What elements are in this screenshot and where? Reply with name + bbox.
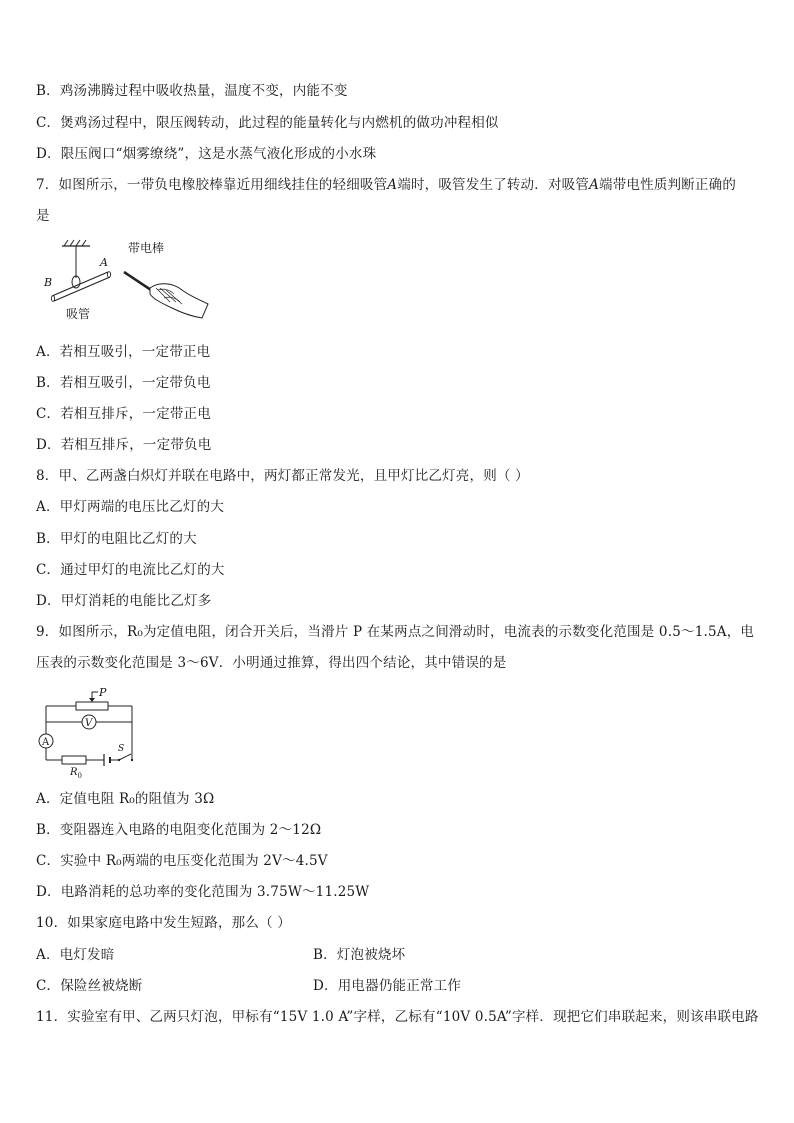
- q8-option-a: A．甲灯两端的电压比乙灯的大: [36, 499, 225, 515]
- q6-option-b: B．鸡汤沸腾过程中吸收热量，温度不变，内能不变: [36, 83, 348, 99]
- q7-stem-text1: 7．如图所示，一带负电橡胶棒靠近用细线挂住的轻细吸管: [36, 177, 388, 193]
- q10-option-c: C．保险丝被烧断: [36, 978, 143, 994]
- q7-stem-line2: 是: [36, 208, 50, 224]
- q7-option-d: D．若相互排斥，一定带负电: [36, 437, 212, 453]
- q8-option-b: B．甲灯的电阻比乙灯的大: [36, 531, 197, 547]
- label-charged-rod: 带电棒: [128, 241, 165, 255]
- straw: [51, 272, 110, 302]
- q8-option-d: D．甲灯消耗的电能比乙灯多: [36, 593, 212, 609]
- label-v: V: [85, 718, 93, 729]
- q7-option-c: C．若相互排斥，一定带正电: [36, 406, 211, 422]
- q10-option-b: B．灯泡被烧坏: [313, 947, 406, 963]
- label-straw: 吸管: [66, 307, 91, 321]
- q11-stem: 11．实验室有甲、乙两只灯泡，甲标有“15V 1.0 A”字样，乙标有“10V 0.5A”字样．现把它们串联起来，则该串联电路: [36, 1009, 759, 1025]
- q9-circuit-diagram: [36, 684, 142, 780]
- q10-row1: [36, 946, 406, 964]
- q6-option-d: D．限压阀口“烟雾缭绕”，这是水蒸气液化形成的小水珠: [36, 146, 377, 162]
- q9-option-b: B．变阻器连入电路的电阻变化范围为 2～12Ω: [36, 822, 322, 838]
- q8-stem: 8．甲、乙两盏白炽灯并联在电路中，两灯都正常发光，且甲灯比乙灯亮，则（ ）: [36, 468, 529, 484]
- q7-stem-a1: A: [387, 177, 398, 193]
- q7-figure-straw-rod: [40, 238, 210, 326]
- q10-option-d: D．用电器仍能正常工作: [313, 978, 462, 994]
- q9-option-c: C．实验中 R₀两端的电压变化范围为 2V～4.5V: [36, 853, 328, 869]
- q8-option-c: C．通过甲灯的电流比乙灯的大: [36, 562, 225, 578]
- label-s: S: [118, 744, 125, 754]
- label-a: A: [42, 737, 50, 748]
- ceiling-mount: [62, 240, 90, 246]
- q7-option-a: A．若相互吸引，一定带正电: [36, 344, 211, 360]
- q7-option-b: B．若相互吸引，一定带负电: [36, 375, 211, 391]
- q7-stem-text2: 端时，吸管发生了转动．对吸管: [397, 177, 590, 193]
- q9-option-d: D．电路消耗的总功率的变化范围为 3.75W～11.25W: [36, 884, 370, 900]
- label-r: R: [70, 767, 78, 778]
- q9-stem-line1: 9．如图所示，R₀为定值电阻，闭合开关后，当滑片 P 在某两点之间滑动时，电流表的示数变化范围是 0.5～1.5A，电: [36, 624, 755, 640]
- q6-option-c: C．煲鸡汤过程中，限压阀转动，此过程的能量转化与内燃机的做功冲程相似: [36, 115, 499, 131]
- label-r0-subscript: 0: [77, 772, 82, 780]
- q10-option-a: A．电灯发暗: [36, 947, 115, 963]
- q10-row2: [36, 977, 462, 995]
- q9-option-a: A．定值电阻 R₀的阻值为 3Ω: [36, 791, 215, 807]
- label-end-a: A: [100, 256, 108, 269]
- label-r0: [69, 767, 82, 780]
- q7-stem-text3: 端带电性质判断正确的: [599, 177, 737, 193]
- label-p: P: [99, 686, 107, 699]
- q7-stem-a2: A: [589, 177, 600, 193]
- label-end-b: B: [44, 276, 53, 289]
- rheostat: [76, 702, 108, 710]
- q10-stem: 10．如果家庭电路中发生短路，那么（ ）: [36, 915, 291, 931]
- resistor-r0: [62, 756, 86, 764]
- q7-stem-line1: [36, 176, 736, 194]
- q9-stem-line2: 压表的示数变化范围是 3～6V．小明通过推算，得出四个结论，其中错误的是: [36, 655, 507, 671]
